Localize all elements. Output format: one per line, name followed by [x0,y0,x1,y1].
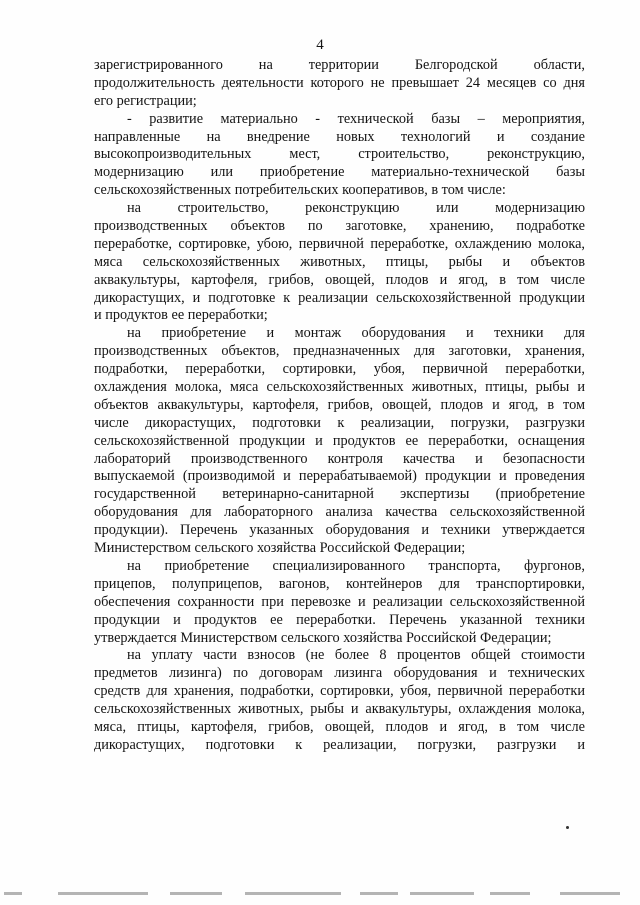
text-line: утверждается Министерством сельского хозяйства Российской Федерации; [94,629,552,646]
text-line: продолжительность деятельности которого не превышает 24 месяцев со дня [94,74,585,91]
text-line: аквакультуры, картофеля, грибов, овощей, плодов и ягод, в том числе [94,271,585,288]
text-line: сельскохозяйственной продукции и продуктов ее переработки, оснащения [94,432,585,449]
text-line: модернизацию или приобретение материально-технической базы [94,164,585,181]
text-line: дикорастущих, подготовки к реализации, погрузки, разгрузки и [94,736,585,753]
text-line: мяса сельскохозяйственных животных, птицы, рыбы и объектов [94,253,585,270]
text-line: высокопроизводительных мест, строительство, реконструкцию, [94,146,585,163]
document-body [94,57,585,755]
text-line: прицепов, полуприцепов, вагонов, контейнеров для транспортировки, [94,575,585,592]
scan-edge-artifact [0,886,640,902]
text-line: обеспечения сохранности при перевозке и реализации сельскохозяйственной [94,593,585,610]
text-line: на приобретение и монтаж оборудования и техники для [127,325,585,342]
text-line: производственных объектов, предназначенных для заготовки, хранения, [94,343,585,360]
text-line: на строительство, реконструкцию или модернизацию [127,200,585,217]
text-line: производственных объектов по заготовке, хранению, подработке [94,218,585,235]
text-line: продукции). Перечень указанных оборудования и техники утверждается [94,522,585,539]
text-line: подработки, переработки, сортировки, убоя, первичной переработки, [94,361,585,378]
text-line: зарегистрированного на территории Белгородской области, [94,57,585,73]
text-line: объектов аквакультуры, картофеля, грибов, овощей, плодов и ягод, в том [94,396,585,413]
text-line: лабораторий производственного контроля качества и безопасности [94,450,585,467]
text-line: числе дикорастущих, подготовки к реализации, погрузки, разгрузки [94,414,585,431]
text-line: направленные на внедрение новых технологий и создание [94,128,585,145]
text-line: Министерством сельского хозяйства Российской Федерации; [94,540,466,557]
text-line: предметов лизинга) по договорам лизинга оборудования и технических [94,665,585,682]
text-line: дикорастущих, и подготовке к реализации сельскохозяйственной продукции [94,289,585,306]
text-line: на приобретение специализированного транспорта, фургонов, [127,557,585,574]
page-number: 4 [316,37,324,53]
text-line: государственной ветеринарно-санитарной экспертизы (приобретение [94,486,585,503]
text-line: оборудования для лабораторного анализа качества сельскохозяйственной [94,504,585,521]
text-line: мяса, птицы, картофеля, грибов, овощей, плодов и ягод, в том числе [94,718,585,735]
text-line: сельскохозяйственных потребительских кооперативов, в том числе: [94,182,506,199]
scan-speck [566,826,569,829]
text-line: продукции и продуктов ее переработки. Перечень указанной техники [94,611,585,628]
text-line: выпускаемой (производимой и перерабатываемой) продукции и проведения [94,468,585,485]
text-line: - развитие материально - технической базы – мероприятия, [127,110,585,127]
text-line: сельскохозяйственных животных, рыбы и аквакультуры, охлаждения молока, [94,701,585,718]
text-line: и продуктов ее переработки; [94,307,268,324]
text-line: его регистрации; [94,92,197,109]
text-line: на уплату части взносов (не более 8 процентов общей стоимости [127,647,585,664]
text-line: переработке, сортировке, убою, первичной переработке, охлаждению молока, [94,235,585,252]
text-line: охлаждения молока, мяса сельскохозяйственных животных, птицы, рыбы и [94,379,585,396]
text-line: средств для хранения, подработки, сортировки, убоя, первичной переработки [94,683,585,700]
